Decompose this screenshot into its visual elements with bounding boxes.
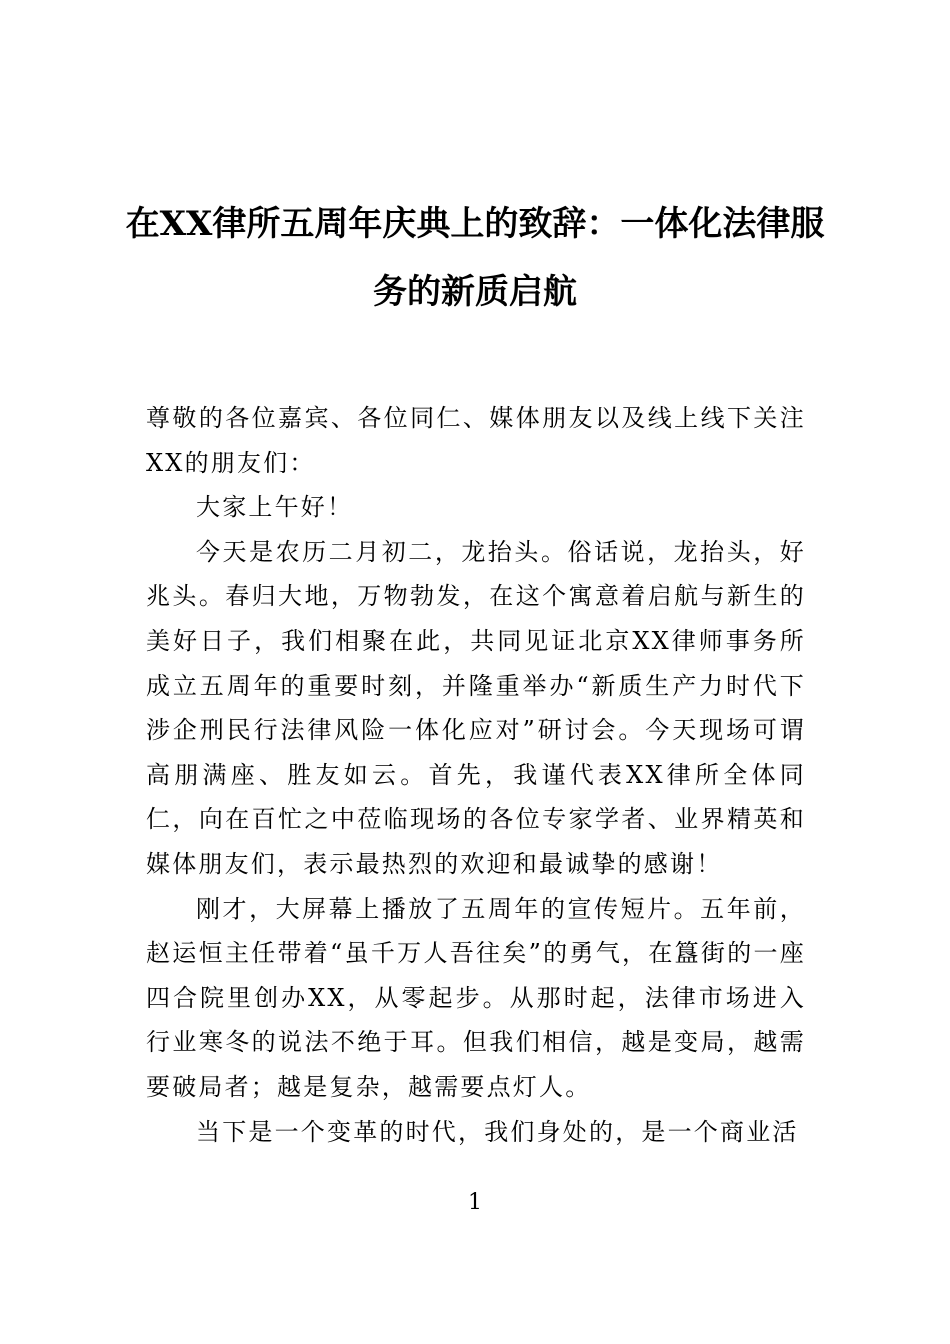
body-paragraph: 刚才，大屏幕上播放了五周年的宣传短片。五年前，赵运恒主任带着“虽千万人吾往矣”的勇气，在簋街的一座四合院里创办XX，从零起步。从那时起，法律市场进入行业寒冬的说法不绝于耳。但我们相信，越是变局，越需要破局者；越是复杂，越需要点灯人。 [146,894,806,1101]
body-paragraph: 今天是农历二月初二，龙抬头。俗话说，龙抬头，好兆头。春归大地，万物勃发，在这个寓意着启航与新生的美好日子，我们相聚在此，共同见证北京XX律师事务所成立五周年的重要时刻，并隆重举办“新质生产力时代下涉企刑民行法律风险一体化应对”研讨会。今天现场可谓高朋满座、胜友如云。首先，我谨代表XX律所全体同仁，向在百忙之中莅临现场的各位专家学者、业界精英和媒体朋友们，表示最热烈的欢迎和最诚挚的感谢！ [146,537,806,878]
body-paragraph: 当下是一个变革的时代，我们身处的，是一个商业活 [196,1117,799,1146]
salutation-paragraph: 尊敬的各位嘉宾、各位同仁、媒体朋友以及线上线下关注XX的朋友们： [146,404,806,477]
document-body [146,396,806,1154]
document-title: 在XX律所五周年庆典上的致辞：一体化法律服务的新质启航 [125,204,825,312]
page-number: 1 [468,1190,482,1215]
greeting-paragraph: 大家上午好！ [196,493,354,522]
